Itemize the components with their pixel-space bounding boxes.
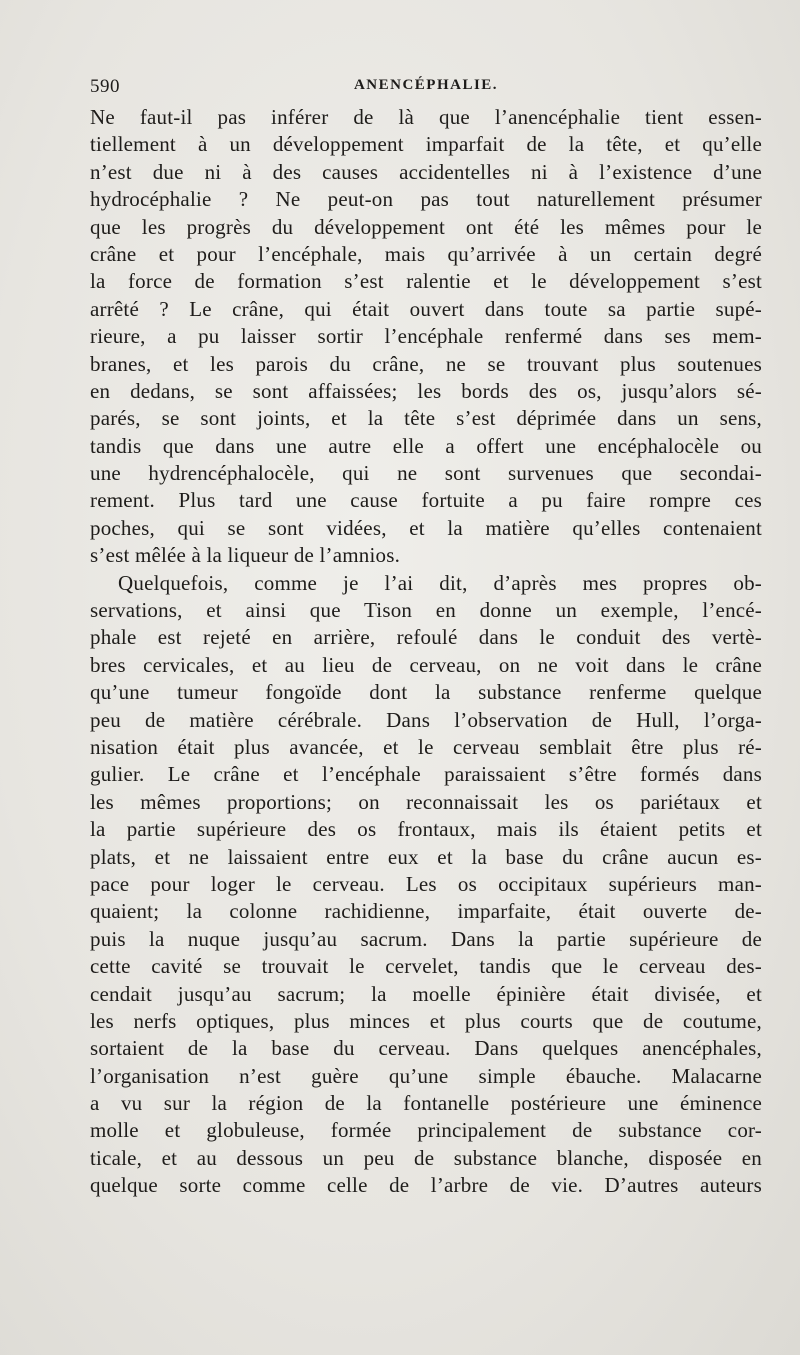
text-line: sortaient de la base du cerveau. Dans quelques anencéphales, bbox=[90, 1036, 762, 1061]
text-line: les mêmes proportions; on reconnaissait les os pariétaux et bbox=[90, 789, 762, 814]
text-line: ticale, et au dessous un peu de substance blanche, disposée en bbox=[90, 1145, 762, 1170]
text-line: que les progrès du développement ont été les mêmes pour le bbox=[90, 214, 762, 239]
text-line: pace pour loger le cerveau. Les os occipitaux supérieurs man- bbox=[90, 871, 762, 896]
page-header bbox=[90, 76, 762, 102]
text-line: puis la nuque jusqu’au sacrum. Dans la partie supérieure de bbox=[90, 926, 762, 951]
page-number: 590 bbox=[90, 76, 120, 97]
text-line: quaient; la colonne rachidienne, imparfaite, était ouverte de- bbox=[90, 899, 762, 924]
body-text bbox=[90, 104, 762, 1200]
running-title: ANENCÉPHALIE. bbox=[353, 77, 499, 93]
text-line: la force de formation s’est ralentie et le développement s’est bbox=[90, 269, 762, 294]
text-line: poches, qui se sont vidées, et la matière qu’elles contenaient bbox=[90, 515, 762, 540]
text-line: peu de matière cérébrale. Dans l’observation de Hull, l’orga- bbox=[90, 707, 762, 732]
text-line: gulier. Le crâne et l’encéphale paraissaient s’être formés dans bbox=[90, 762, 762, 787]
text-line: rieure, a pu laisser sortir l’encéphale renfermé dans ses mem- bbox=[90, 324, 762, 349]
paragraph-start-line: Quelquefois, comme je l’ai dit, d’après mes propres ob- bbox=[118, 570, 762, 595]
text-line: parés, se sont joints, et la tête s’est déprimée dans un sens, bbox=[90, 406, 762, 431]
text-line: Ne faut-il pas inférer de là que l’anencéphalie tient essen- bbox=[90, 105, 762, 129]
text-line: plats, et ne laissaient entre eux et la base du crâne aucun es- bbox=[90, 844, 762, 869]
text-line: s’est mêlée à la liqueur de l’amnios. bbox=[90, 543, 401, 568]
text-line: nisation était plus avancée, et le cerveau semblait être plus ré- bbox=[90, 734, 762, 759]
text-line: branes, et les parois du crâne, ne se trouvant plus soutenues bbox=[90, 351, 762, 376]
text-line: l’organisation n’est guère qu’une simple ébauche. Malacarne bbox=[90, 1063, 762, 1088]
text-line: quelque sorte comme celle de l’arbre de vie. D’autres auteurs bbox=[90, 1173, 762, 1198]
text-line: hydrocéphalie ? Ne peut-on pas tout naturellement présumer bbox=[90, 187, 762, 212]
text-line: une hydrencéphalocèle, qui ne sont survenues que secondai- bbox=[90, 461, 762, 486]
text-line: arrêté ? Le crâne, qui était ouvert dans toute sa partie supé- bbox=[90, 296, 762, 321]
text-line: la partie supérieure des os frontaux, mais ils étaient petits et bbox=[90, 817, 762, 842]
text-line: tiellement à un développement imparfait de la tête, et qu’elle bbox=[90, 132, 762, 157]
text-line: tandis que dans une autre elle a offert une encéphalocèle ou bbox=[90, 433, 762, 458]
text-line: en dedans, se sont affaissées; les bords des os, jusqu’alors sé- bbox=[90, 378, 762, 403]
text-line: a vu sur la région de la fontanelle postérieure une éminence bbox=[90, 1091, 762, 1116]
text-line: cette cavité se trouvait le cervelet, tandis que le cerveau des- bbox=[90, 954, 762, 979]
text-line: molle et globuleuse, formée principalement de substance cor- bbox=[90, 1118, 762, 1143]
text-line: n’est due ni à des causes accidentelles ni à l’existence d’une bbox=[90, 159, 762, 184]
text-line: servations, et ainsi que Tison en donne un exemple, l’encé- bbox=[90, 598, 762, 623]
text-line: les nerfs optiques, plus minces et plus courts que de coutume, bbox=[90, 1008, 762, 1033]
text-line: bres cervicales, et au lieu de cerveau, on ne voit dans le crâne bbox=[90, 652, 762, 677]
text-line: cendait jusqu’au sacrum; la moelle épinière était divisée, et bbox=[90, 981, 762, 1006]
text-line: crâne et pour l’encéphale, mais qu’arrivée à un certain degré bbox=[90, 241, 762, 266]
text-line: phale est rejeté en arrière, refoulé dans le conduit des vertè- bbox=[90, 625, 762, 650]
text-line: qu’une tumeur fongoïde dont la substance renferme quelque bbox=[90, 680, 762, 705]
text-line: rement. Plus tard une cause fortuite a pu faire rompre ces bbox=[90, 488, 762, 513]
